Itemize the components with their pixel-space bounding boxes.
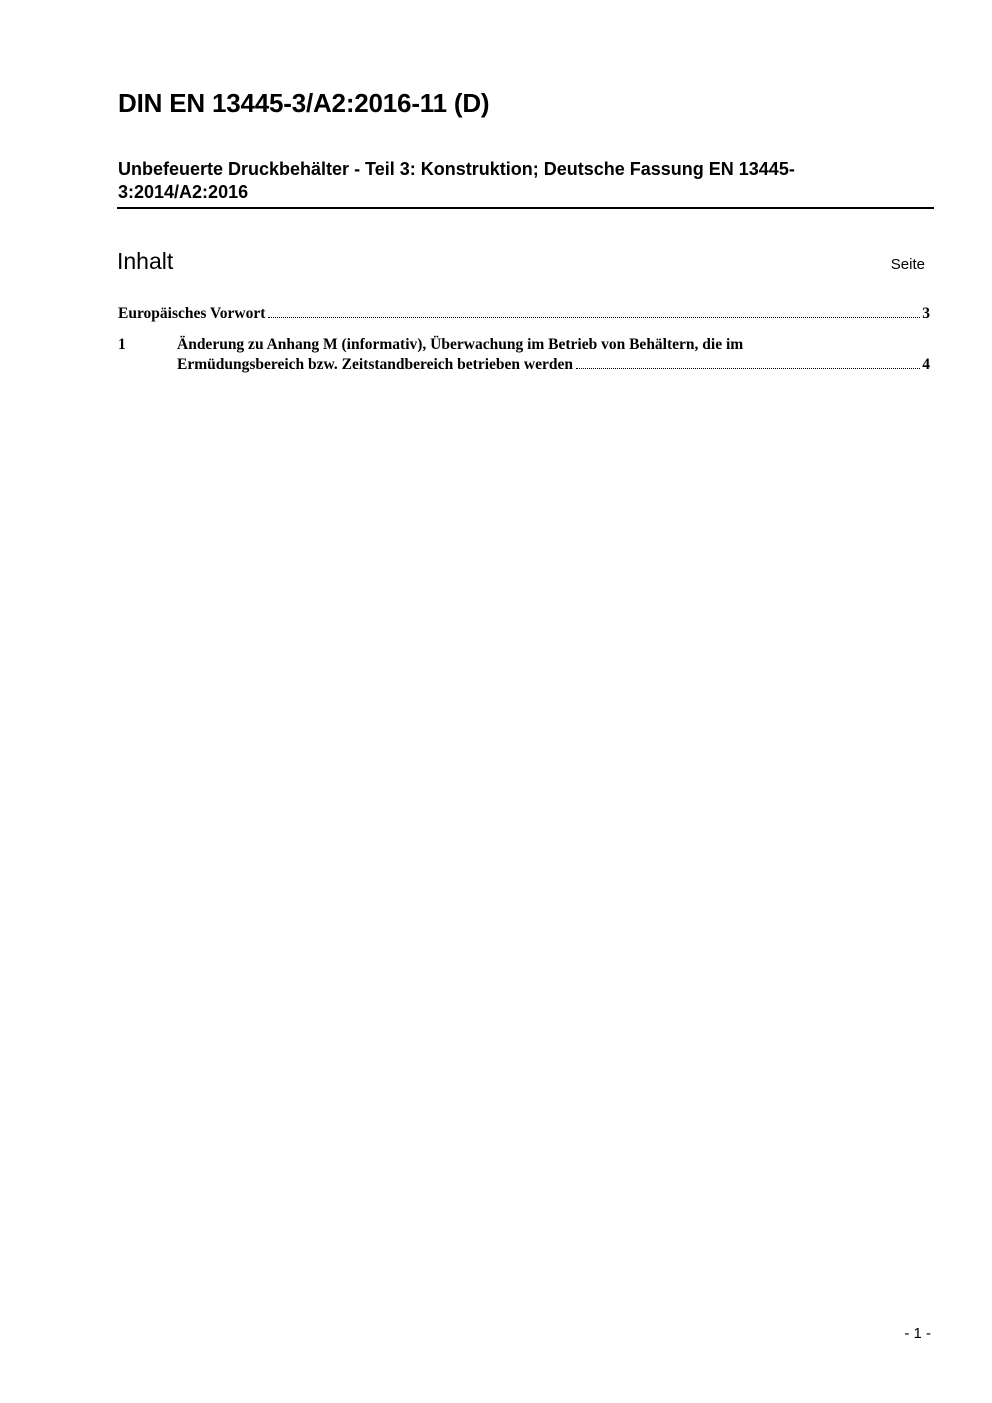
toc-entry-page[interactable]: 3	[922, 305, 930, 322]
toc-entry-foreword[interactable]	[118, 304, 930, 324]
document-subtitle: Unbefeuerte Druckbehälter - Teil 3: Konstruktion; Deutsche Fassung EN 13445-3:2014/A2:2016	[118, 159, 795, 202]
document-title: DIN EN 13445-3/A2:2016-11 (D)	[118, 88, 490, 118]
toc-entry-page[interactable]: 4	[922, 356, 930, 373]
toc-entry-text[interactable]: Europäisches Vorwort	[118, 305, 266, 322]
toc-entry-number: 1	[118, 336, 126, 353]
page-number: - 1 -	[904, 1325, 931, 1342]
toc-dot-leader	[576, 368, 920, 369]
toc-page-column-label: Seite	[890, 256, 925, 273]
toc-entry-text-line1[interactable]: Änderung zu Anhang M (informativ), Überwachung im Betrieb von Behältern, die im	[177, 336, 744, 353]
title-divider	[117, 207, 934, 209]
toc-heading: Inhalt	[117, 248, 174, 274]
toc-dot-leader	[268, 317, 920, 318]
toc-entry-text-line2[interactable]: Ermüdungsbereich bzw. Zeitstandbereich betrieben werden	[177, 356, 573, 373]
